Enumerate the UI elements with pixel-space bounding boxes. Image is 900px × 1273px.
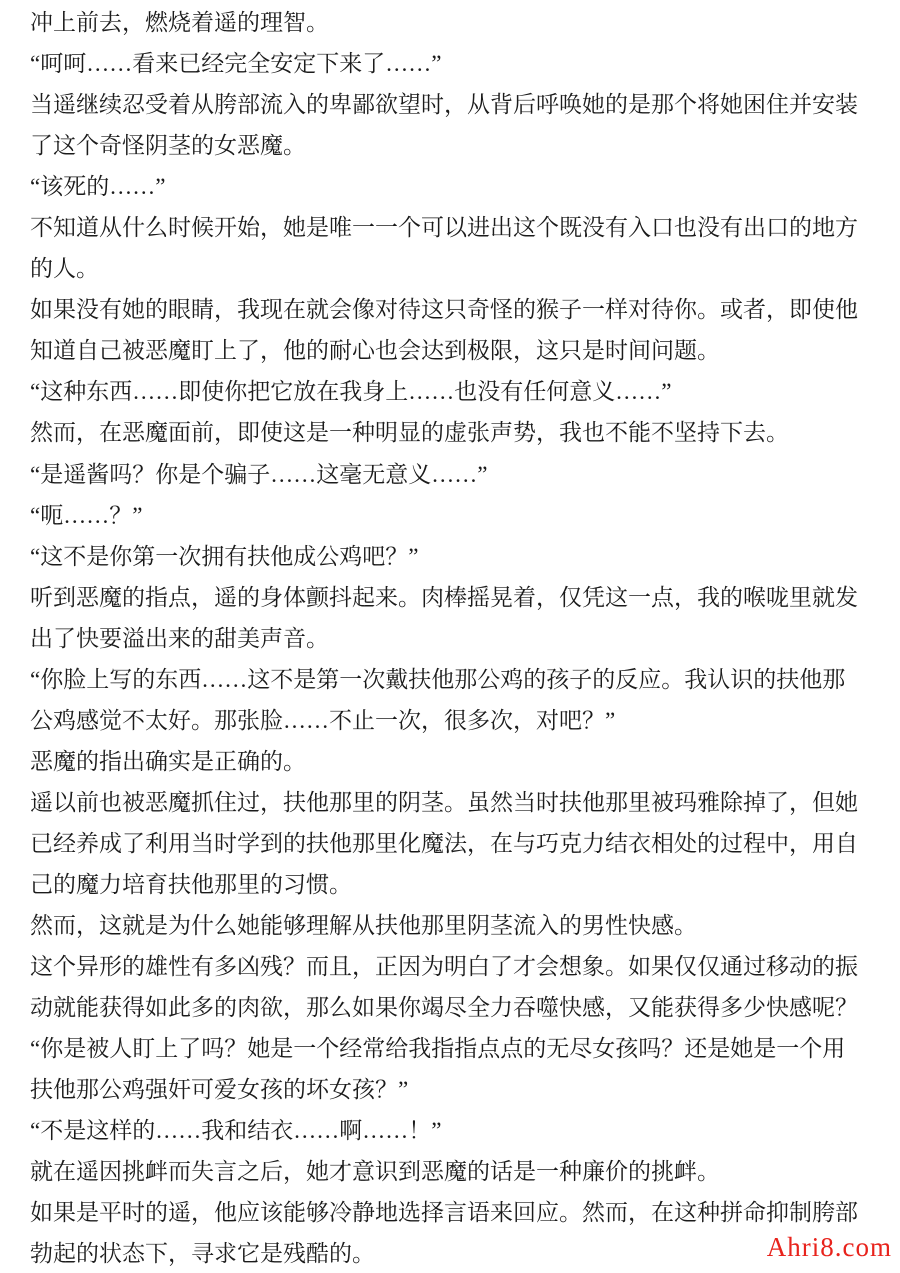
text-line: 恶魔的指出确实是正确的。 <box>30 748 306 774</box>
text-line: 公鸡感觉不太好。那张脸……不止一次，很多次，对吧？” <box>30 707 616 733</box>
text-line: “是遥酱吗？你是个骗子……这毫无意义……” <box>30 461 488 487</box>
text-body <box>30 0 862 1272</box>
text-line: 出了快要溢出来的甜美声音。 <box>30 625 329 651</box>
text-line: 勃起的状态下，寻求它是残酷的。 <box>30 1241 375 1267</box>
text-line: 扶他那公鸡强奸可爱女孩的坏女孩？” <box>30 1077 409 1103</box>
text-line: 动就能获得如此多的肉欲，那么如果你竭尽全力吞噬快感，又能获得多少快感呢？ <box>30 995 858 1021</box>
text-line: 了这个奇怪阴茎的女恶魔。 <box>30 133 306 159</box>
text-line: 己的魔力培育扶他那里的习惯。 <box>30 872 352 897</box>
text-line: 如果是平时的遥，他应该能够冷静地选择言语来回应。然而，在这种拼命抑制胯部 <box>30 1200 858 1226</box>
text-line: 就在遥因挑衅而失言之后，她才意识到恶魔的话是一种廉价的挑衅。 <box>30 1159 720 1185</box>
text-line: “呃……？” <box>30 502 143 528</box>
text-line: “这不是你第一次拥有扶他成公鸡吧？” <box>30 543 419 569</box>
text-line: “这种东西……即使你把它放在我身上……也没有任何意义……” <box>30 379 672 405</box>
text-line: 不知道从什么时候开始，她是唯一一个可以进出这个既没有入口也没有出口的地方 <box>30 215 858 241</box>
text-line: 的人。 <box>30 256 99 282</box>
text-line: 知道自己被恶魔盯上了，他的耐心也会达到极限，这只是时间问题。 <box>30 338 720 364</box>
text-line: “你是被人盯上了吗？她是一个经常给我指指点点的无尽女孩吗？还是她是一个用 <box>30 1036 846 1062</box>
text-line: “呵呵……看来已经完全安定下来了……” <box>30 51 442 77</box>
text-line: 听到恶魔的指点，遥的身体颤抖起来。肉棒摇晃着，仅凭这一点，我的喉咙里就发 <box>30 584 858 610</box>
text-line: 如果没有她的眼睛，我现在就会像对待这只奇怪的猴子一样对待你。或者，即使他 <box>30 297 858 323</box>
watermark-ahri8: Ahri8.com <box>766 1232 892 1262</box>
text-line: 遥以前也被恶魔抓住过，扶他那里的阴茎。虽然当时扶他那里被玛雅除掉了，但她 <box>30 789 858 815</box>
text-line: 已经养成了利用当时学到的扶他那里化魔法，在与巧克力结衣相处的过程中，用自 <box>30 830 858 856</box>
text-line: 冲上前去，燃烧着遥的理智。 <box>30 10 329 36</box>
text-line: 然而，这就是为什么她能够理解从扶他那里阴茎流入的男性快感。 <box>30 913 697 939</box>
text-line: “不是这样的……我和结衣……啊……！” <box>30 1118 442 1144</box>
text-line: 当遥继续忍受着从胯部流入的卑鄙欲望时，从背后呼唤她的是那个将她困住并安装 <box>30 92 858 118</box>
text-line: 然而，在恶魔面前，即使这是一种明显的虚张声势，我也不能不坚持下去。 <box>30 420 789 446</box>
text-line: “你脸上写的东西……这不是第一次戴扶他那公鸡的孩子的反应。我认识的扶他那 <box>30 666 846 692</box>
text-line: “该死的……” <box>30 174 166 200</box>
text-line: 这个异形的雄性有多凶残？而且，正因为明白了才会想象。如果仅仅通过移动的振 <box>30 954 858 980</box>
